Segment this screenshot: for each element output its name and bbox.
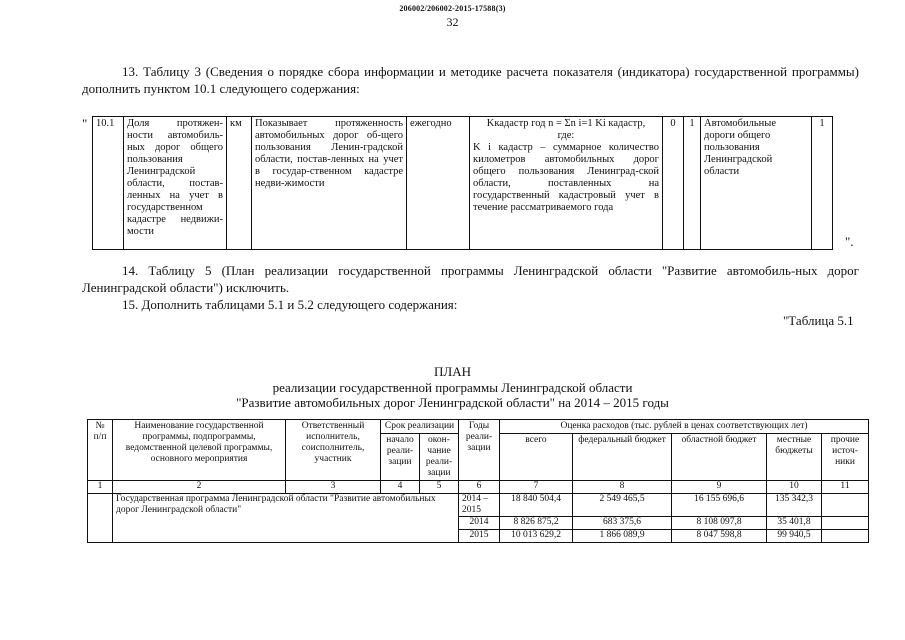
col-other-header: прочие источ-ники xyxy=(822,434,869,481)
formula-explanation: K i кадастр – суммарное количество километров автомобильных дорог общего пользования Ленинград-ской области, поставленных на государственный кадастровый учет в течение рассматриваемого года xyxy=(473,142,659,213)
col-regional-header: областной бюджет xyxy=(672,434,767,481)
col-start-header: начало реали-зации xyxy=(381,434,420,481)
formula-cell xyxy=(470,117,663,250)
table-label: "Таблица 5.1 xyxy=(783,313,854,328)
table1-open-quote: " xyxy=(82,116,88,131)
col-executor-header: Ответственный исполнитель, соисполнитель, участник xyxy=(286,420,381,481)
other-cell xyxy=(822,494,869,517)
document-id: 206002/206002-2015-17588(3) xyxy=(399,4,506,13)
col-number: 3 xyxy=(286,481,381,494)
col-years-header: Годы реали-зации xyxy=(459,420,500,481)
col7: 1 xyxy=(684,117,701,250)
year-cell: 2015 xyxy=(459,530,500,543)
plan-subtitle-2: "Развитие автомобильных дорог Ленинградской области" на 2014 – 2015 годы xyxy=(236,395,669,410)
federal-cell: 683 375,6 xyxy=(573,517,672,530)
col-num-header: № п/п xyxy=(88,420,113,481)
col-total-header: всего xyxy=(500,434,573,481)
paragraph-13: 13. Таблицу 3 (Сведения о порядке сбора информации и методике расчета показателя (индикатора) государственной программы) дополнить пунктом 10.1 следующего содержания: xyxy=(82,64,859,96)
col-local-header: местные бюджеты xyxy=(767,434,822,481)
total-cell: 10 013 629,2 xyxy=(500,530,573,543)
formula: Kкадастр год n = Σn i=1 Ki кадастр, xyxy=(486,118,646,129)
col-costs-header: Оценка расходов (тыс. рублей в ценах соответствующих лет) xyxy=(500,420,869,434)
col-number: 9 xyxy=(672,481,767,494)
col-number: 2 xyxy=(113,481,286,494)
col-number: 7 xyxy=(500,481,573,494)
local-cell: 135 342,3 xyxy=(767,494,822,517)
plan-table xyxy=(87,419,869,543)
regional-cell: 16 155 696,6 xyxy=(672,494,767,517)
regional-cell: 8 108 097,8 xyxy=(672,517,767,530)
col-number: 8 xyxy=(573,481,672,494)
col-number: 6 xyxy=(459,481,500,494)
year-cell: 2014 – 2015 xyxy=(459,494,500,517)
local-cell: 35 401,8 xyxy=(767,517,822,530)
indicator-name: Доля протяжен-ности автомобиль-ных дорог общего пользования Ленинградской области, постав-ленных на учет в государственном кадастре недвижи-мости xyxy=(124,117,227,250)
col-name-header: Наименование государственной программы, подпрограммы, ведомственной целевой программы, основного мероприятия xyxy=(113,420,286,481)
paragraph-14: 14. Таблицу 5 (План реализации государственной программы Ленинградской области "Развитие автомобиль-ных дорог Ленинградской области") исключить. xyxy=(82,263,859,295)
other-cell xyxy=(822,517,869,530)
table-row xyxy=(93,117,833,250)
paragraph-15: 15. Дополнить таблицами 5.1 и 5.2 следующего содержания: xyxy=(122,297,458,312)
unit: км xyxy=(227,117,252,250)
col-end-header: окон-чание реали-зации xyxy=(420,434,459,481)
period: ежегодно xyxy=(407,117,470,250)
header-row xyxy=(88,420,869,434)
regional-cell: 8 047 598,8 xyxy=(672,530,767,543)
federal-cell: 2 549 465,5 xyxy=(573,494,672,517)
total-cell: 18 840 504,4 xyxy=(500,494,573,517)
row-number: 10.1 xyxy=(93,117,124,250)
local-cell: 99 940,5 xyxy=(767,530,822,543)
col-number: 5 xyxy=(420,481,459,494)
indicator-table xyxy=(92,116,833,250)
formula-where: где: xyxy=(557,130,575,141)
plan-subtitle: реализации государственной программы Ленинградской области xyxy=(272,380,633,395)
col6: 0 xyxy=(663,117,684,250)
col-number: 4 xyxy=(381,481,420,494)
data-source: Автомобильные дороги общего пользования Ленинградской области xyxy=(701,117,812,250)
col-term-header: Срок реализации xyxy=(381,420,459,434)
col-number: 10 xyxy=(767,481,822,494)
indicator-definition: Показывает протяженность автомобильных дорог об-щего пользования Ленин-градской области, постав-ленных на учет в государ-ственном кадастре недви-жимости xyxy=(252,117,407,250)
year-cell: 2014 xyxy=(459,517,500,530)
table-row xyxy=(88,494,869,517)
plan-title: ПЛАН xyxy=(434,364,471,379)
other-cell xyxy=(822,530,869,543)
page-number: 32 xyxy=(446,15,459,29)
total-cell: 8 826 875,2 xyxy=(500,517,573,530)
col-number: 11 xyxy=(822,481,869,494)
federal-cell: 1 866 089,9 xyxy=(573,530,672,543)
row-num-cell xyxy=(88,494,113,543)
program-name: Государственная программа Ленинградской области "Развитие автомобильных дорог Ленинградской области" xyxy=(113,494,459,543)
table1-close-quote: ". xyxy=(845,234,854,249)
col-federal-header: федеральный бюджет xyxy=(573,434,672,481)
col-number: 1 xyxy=(88,481,113,494)
col9: 1 xyxy=(812,117,833,250)
column-number-row xyxy=(88,481,869,494)
